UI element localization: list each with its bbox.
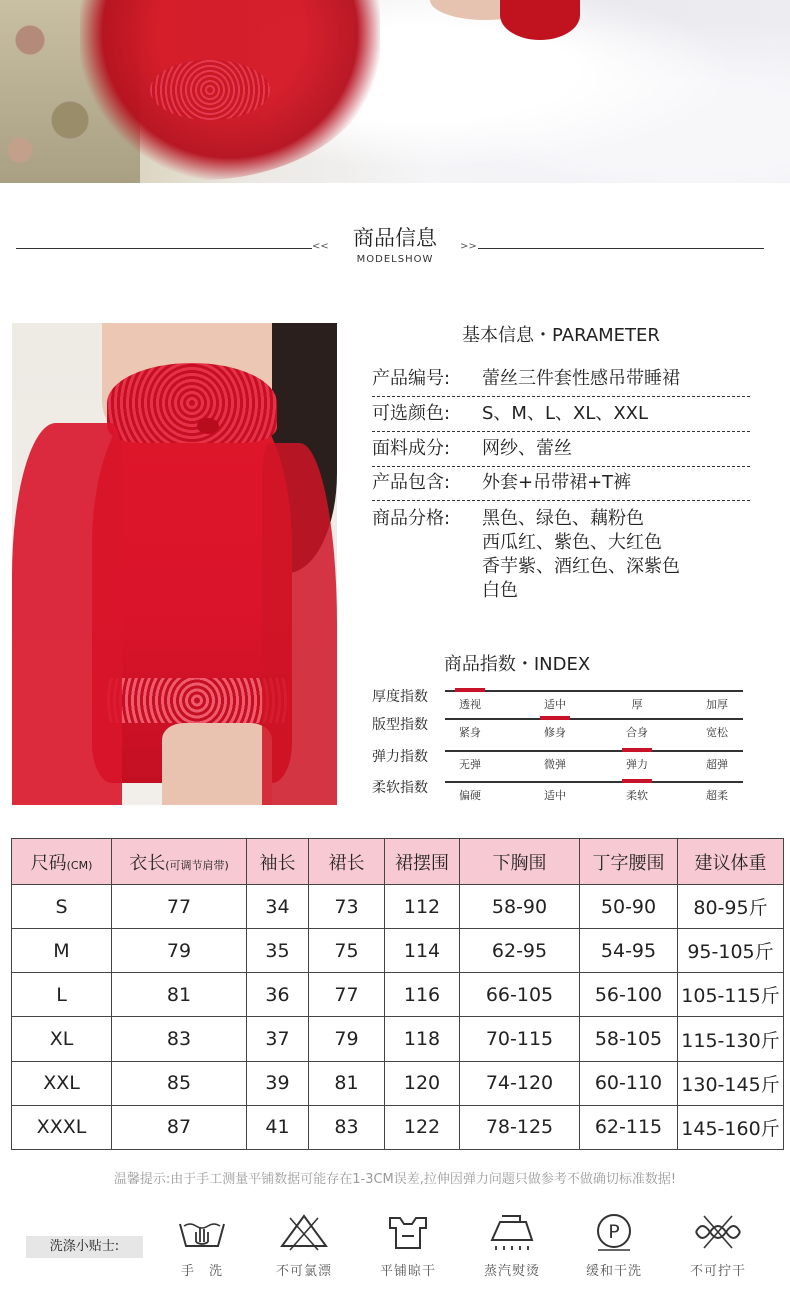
param-row-includes — [372, 471, 750, 495]
color-line: 香芋紫、酒红色、深紫色 — [482, 556, 680, 577]
header-cell: 袖长 — [247, 839, 309, 885]
size-cell: 78-125 — [460, 1105, 580, 1149]
index-option: 宽松 — [706, 726, 728, 739]
param-value: 外套+吊带裙+T裤 — [482, 472, 632, 493]
size-cell: XXXL — [12, 1105, 112, 1149]
index-option: 偏硬 — [459, 789, 481, 802]
care-steam-iron — [462, 1212, 562, 1279]
index-option: 修身 — [544, 726, 566, 739]
header-cell: 裙摆围 — [385, 839, 460, 885]
care-no-bleach — [254, 1212, 354, 1279]
param-label: 可选颜色: — [372, 403, 451, 424]
care-gentle-dry-clean — [564, 1212, 664, 1279]
color-line: 黑色、绿色、藕粉色 — [482, 508, 644, 529]
param-label: 产品编号: — [372, 368, 451, 389]
index-selected-marker — [540, 716, 570, 720]
steam-iron-icon — [486, 1212, 538, 1252]
color-line: 西瓜红、紫色、大红色 — [482, 532, 662, 553]
hero-photo — [0, 0, 790, 183]
param-label: 产品包含: — [372, 472, 451, 493]
care-caption: 不可拧干 — [689, 1264, 746, 1279]
index-option: 柔软 — [626, 789, 648, 802]
color-line: 白色 — [482, 580, 518, 601]
size-cell: 122 — [385, 1105, 460, 1149]
size-cell: 37 — [247, 1017, 309, 1061]
hand-wash-icon — [176, 1212, 228, 1252]
header-arrow-right: >> — [460, 241, 477, 252]
index-selected-marker — [455, 688, 485, 692]
size-cell: 73 — [309, 885, 385, 929]
index-option: 合身 — [626, 726, 648, 739]
model-robe-right — [262, 443, 337, 805]
index-option: 无弹 — [459, 758, 481, 771]
size-cell: XXL — [12, 1061, 112, 1105]
header-cell: 尺码(CM) — [12, 839, 112, 885]
index-option: 适中 — [544, 789, 566, 802]
index-option: 弹力 — [626, 758, 648, 771]
section-subtitle: MODELSHOW — [356, 254, 434, 265]
size-cell: 74-120 — [460, 1061, 580, 1105]
svg-text:P: P — [608, 1221, 620, 1243]
care-caption: 手 洗 — [180, 1264, 223, 1279]
param-row-sizes — [372, 402, 750, 426]
size-row — [12, 929, 784, 973]
size-cell: 80-95斤 — [678, 885, 784, 929]
size-cell: 39 — [247, 1061, 309, 1105]
index-scale-line — [445, 750, 743, 752]
size-cell: 75 — [309, 929, 385, 973]
index-option: 加厚 — [706, 698, 728, 711]
size-cell: 81 — [309, 1061, 385, 1105]
size-cell: 81 — [112, 973, 247, 1017]
header-cell: 下胸围 — [460, 839, 580, 885]
hero-lace-trim — [150, 60, 270, 120]
size-cell: 79 — [112, 929, 247, 973]
care-caption: 蒸汽熨烫 — [483, 1264, 540, 1279]
size-row — [12, 1061, 784, 1105]
size-cell: 87 — [112, 1105, 247, 1149]
size-cell: 120 — [385, 1061, 460, 1105]
parameter-title: 基本信息・PARAMETER — [462, 325, 660, 346]
size-cell: 145-160斤 — [678, 1105, 784, 1149]
size-cell: 62-95 — [460, 929, 580, 973]
size-cell: 70-115 — [460, 1017, 580, 1061]
section-title: 商品信息 — [353, 226, 437, 250]
size-cell: 77 — [309, 973, 385, 1017]
size-row — [12, 1017, 784, 1061]
header-arrow-left: << — [312, 241, 329, 252]
size-cell: 118 — [385, 1017, 460, 1061]
size-cell: 105-115斤 — [678, 973, 784, 1017]
section-header — [0, 222, 790, 272]
flat-dry-icon — [382, 1212, 434, 1252]
index-label: 弹力指数 — [372, 749, 428, 765]
model-lace-hem — [107, 678, 287, 723]
size-cell: 95-105斤 — [678, 929, 784, 973]
size-cell: 116 — [385, 973, 460, 1017]
size-row — [12, 973, 784, 1017]
size-cell: 83 — [309, 1105, 385, 1149]
measurement-notice: 温馨提示:由于手工测量平铺数据可能存在1-3CM误差,拉伸因弹力问题只做参考不做确切标准数据! — [113, 1172, 677, 1187]
index-selected-marker — [622, 779, 652, 783]
size-cell: 36 — [247, 973, 309, 1017]
header-rule-left — [16, 248, 312, 249]
no-bleach-icon — [278, 1212, 330, 1252]
size-table-header — [12, 839, 784, 885]
index-option: 微弹 — [544, 758, 566, 771]
size-cell: 58-105 — [580, 1017, 678, 1061]
size-cell: 41 — [247, 1105, 309, 1149]
care-label: 洗涤小贴士: — [26, 1236, 143, 1258]
size-cell: 115-130斤 — [678, 1017, 784, 1061]
index-option: 超柔 — [706, 789, 728, 802]
index-option: 厚 — [631, 698, 643, 711]
size-cell: 35 — [247, 929, 309, 973]
index-option: 超弹 — [706, 758, 728, 771]
care-no-wring — [668, 1212, 768, 1279]
header-cell: 建议体重 — [678, 839, 784, 885]
color-list — [482, 507, 742, 603]
care-caption: 平铺晾干 — [379, 1264, 436, 1279]
care-caption: 不可氯漂 — [275, 1264, 332, 1279]
param-divider — [372, 396, 750, 397]
care-flat-dry — [358, 1212, 458, 1279]
size-cell: L — [12, 973, 112, 1017]
size-cell: 85 — [112, 1061, 247, 1105]
header-cell: 裙长 — [309, 839, 385, 885]
index-option: 透视 — [459, 698, 481, 711]
size-cell: 114 — [385, 929, 460, 973]
size-cell: XL — [12, 1017, 112, 1061]
size-row — [12, 1105, 784, 1149]
param-value: 网纱、蕾丝 — [482, 438, 572, 459]
param-value: 蕾丝三件套性感吊带睡裙 — [482, 368, 680, 389]
index-label: 版型指数 — [372, 717, 428, 733]
size-cell: M — [12, 929, 112, 973]
size-cell: 77 — [112, 885, 247, 929]
index-option: 紧身 — [459, 726, 481, 739]
param-label: 面料成分: — [372, 438, 451, 459]
index-scale-line — [445, 690, 743, 692]
size-table — [11, 838, 784, 1150]
size-cell: 56-100 — [580, 973, 678, 1017]
size-cell: 130-145斤 — [678, 1061, 784, 1105]
param-divider — [372, 431, 750, 432]
param-divider — [372, 500, 750, 501]
header-cell: 衣长(可调节肩带) — [112, 839, 247, 885]
size-cell: 66-105 — [460, 973, 580, 1017]
size-table-body — [12, 885, 784, 1150]
param-row-code — [372, 367, 750, 391]
header-cell: 丁字腰围 — [580, 839, 678, 885]
size-cell: 79 — [309, 1017, 385, 1061]
param-value: S、M、L、XL、XXL — [482, 403, 649, 424]
param-label: 商品分格: — [372, 508, 451, 529]
size-cell: 60-110 — [580, 1061, 678, 1105]
size-cell: 112 — [385, 885, 460, 929]
care-hand-wash — [152, 1212, 252, 1279]
index-selected-marker — [622, 748, 652, 752]
size-cell: 62-115 — [580, 1105, 678, 1149]
index-scale-line — [445, 718, 743, 720]
no-wring-icon — [692, 1212, 744, 1252]
index-option: 适中 — [544, 698, 566, 711]
care-caption: 缓和干洗 — [585, 1264, 642, 1279]
size-cell: S — [12, 885, 112, 929]
size-cell: 50-90 — [580, 885, 678, 929]
model-legs — [162, 723, 272, 805]
param-row-fabric — [372, 437, 750, 461]
model-photo — [12, 323, 337, 805]
header-rule-right — [478, 248, 764, 249]
model-lace-bodice — [107, 363, 277, 443]
index-label: 厚度指数 — [372, 689, 428, 705]
size-row — [12, 885, 784, 929]
param-divider — [372, 466, 750, 467]
size-cell: 58-90 — [460, 885, 580, 929]
model-robe-left — [12, 423, 122, 805]
size-cell: 34 — [247, 885, 309, 929]
index-title: 商品指数・INDEX — [443, 654, 591, 675]
size-cell: 83 — [112, 1017, 247, 1061]
index-label: 柔软指数 — [372, 780, 428, 796]
index-scale-line — [445, 781, 743, 783]
gentle-dry-clean-icon — [588, 1212, 640, 1252]
model-bow — [197, 418, 219, 434]
size-cell: 54-95 — [580, 929, 678, 973]
